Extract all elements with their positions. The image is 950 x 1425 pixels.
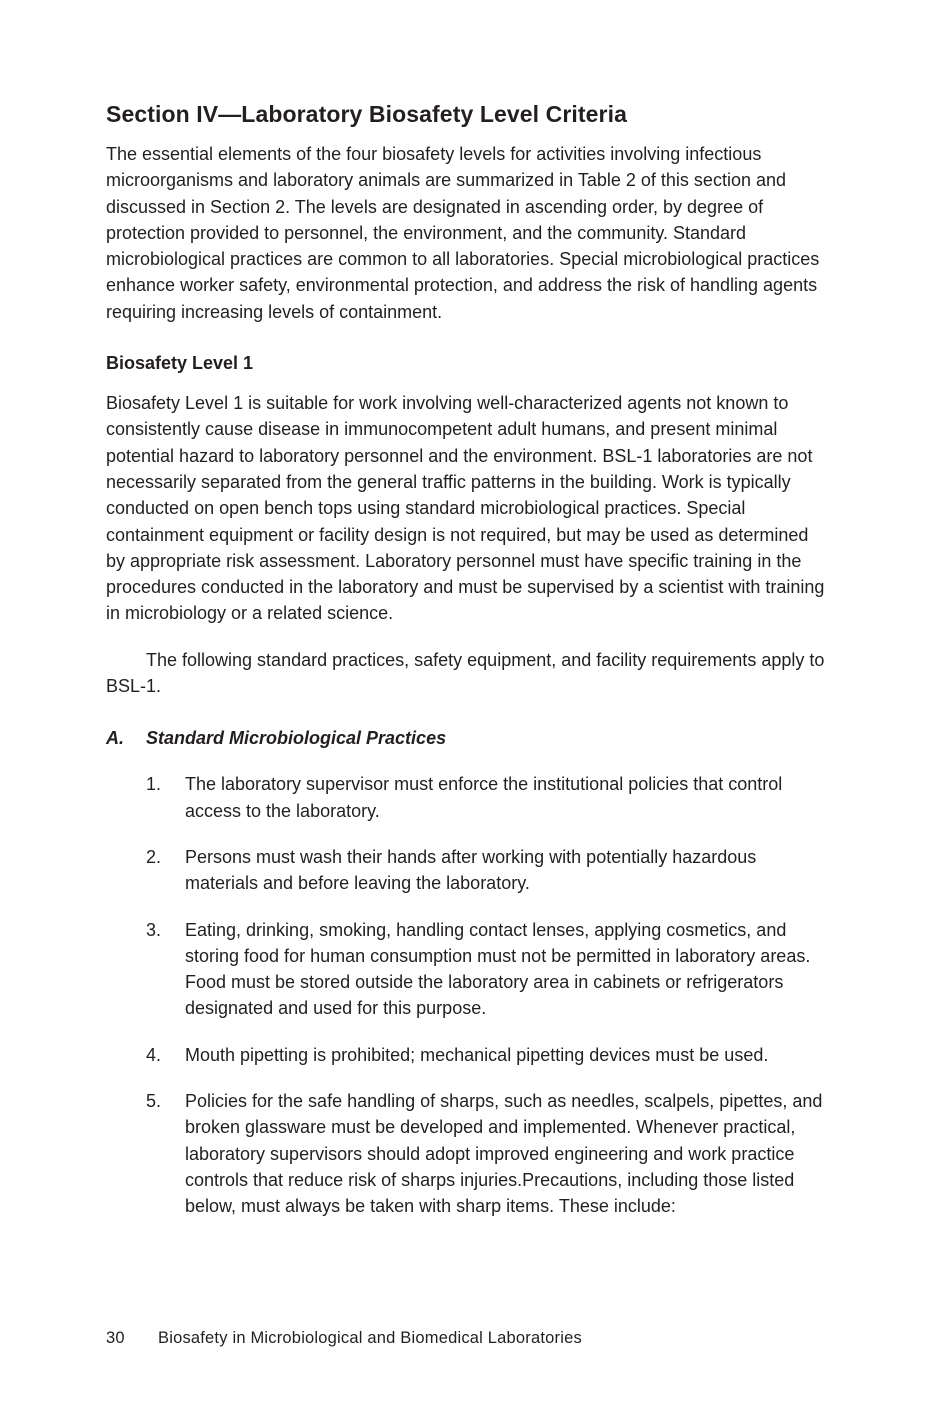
list-item-number: 3. [146, 919, 162, 940]
list-item-number: 1. [146, 774, 162, 795]
practices-heading-letter: A. [106, 728, 124, 749]
section-title: Section IV—Laboratory Biosafety Level Criteria [106, 101, 627, 127]
list-item [146, 844, 826, 897]
list-item-number: 4. [146, 1044, 162, 1065]
practices-heading-text: Standard Microbiological Practices [146, 728, 447, 749]
list-item-text: Mouth pipetting is prohibited; mechanical pipetting devices must be used. [185, 1044, 769, 1065]
bsl1-applies-paragraph: The following standard practices, safety equipment, and facility requirements apply to BSL-1. [106, 649, 825, 697]
list-item [146, 1088, 826, 1219]
intro-paragraph: The essential elements of the four biosafety levels for activities involving infectious microorganisms and laboratory animals are summarized in Table 2 of this section and discussed in Section 2. The levels are designated in ascending order, by degree of protection provided to personnel, the environment, and the community. Standard microbiological practices are common to all laboratories. Special microbiological practices enhance worker safety, environmental protection, and address the risk of handling agents requiring increasing levels of containment. [106, 144, 820, 322]
list-item-number: 5. [146, 1091, 162, 1112]
page-footer [106, 1327, 582, 1349]
list-item-text: Persons must wash their hands after working with potentially hazardous materials and before leaving the laboratory. [185, 846, 757, 894]
page-number: 30 [106, 1329, 125, 1347]
document-page [106, 99, 826, 1240]
practices-heading [106, 725, 826, 751]
list-item [146, 1042, 826, 1068]
list-item-number: 2. [146, 846, 162, 867]
practices-list [106, 771, 826, 1219]
bsl1-heading: Biosafety Level 1 [106, 353, 254, 374]
list-item-text: The laboratory supervisor must enforce the institutional policies that control access to the laboratory. [185, 774, 783, 821]
bsl1-description: Biosafety Level 1 is suitable for work involving well-characterized agents not known to consistently cause disease in immunocompetent adult humans, and present minimal potential hazard to laboratory personnel and the environment. BSL-1 laboratories are not necessarily separated from the general traffic patterns in the building. Work is typically conducted on open bench tops using standard microbiological practices. Special containment equipment or facility design is not required, but may be used as determined by appropriate risk assessment. Laboratory personnel must have specific training in the procedures conducted in the laboratory and must be supervised by a scientist with training in microbiology or a related science. [106, 393, 825, 624]
book-title: Biosafety in Microbiological and Biomedical Laboratories [158, 1329, 582, 1347]
list-item [146, 917, 826, 1022]
list-item [146, 771, 826, 824]
list-item-text: Eating, drinking, smoking, handling contact lenses, applying cosmetics, and storing food for human consumption must not be permitted in laboratory areas. Food must be stored outside the laboratory area in cabinets or refrigerators designated and used for this purpose. [185, 919, 811, 1019]
list-item-text: Policies for the safe handling of sharps, such as needles, scalpels, pipettes, and broken glassware must be developed and implemented. Whenever practical, laboratory supervisors should adopt improved engineering and work practice controls that reduce risk of sharps injuries.Precautions, including those listed below, must always be taken with sharp items. These include: [185, 1091, 823, 1217]
